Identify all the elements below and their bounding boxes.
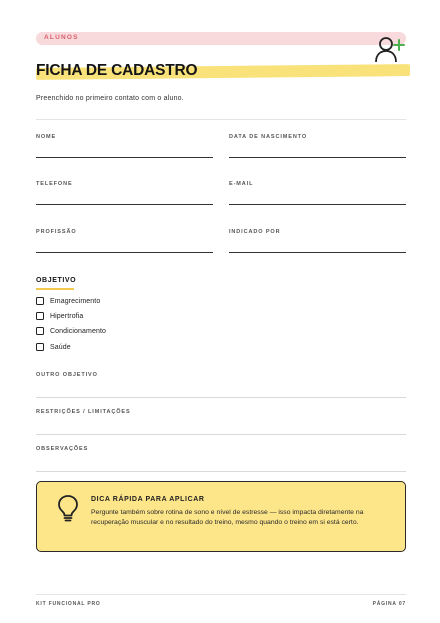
footer-page-number: PÁGINA 07 [372,601,406,607]
add-user-icon [373,34,407,64]
outro-objetivo-input-line[interactable] [36,397,406,398]
field-label-data-nascimento: DATA DE NASCIMENTO [229,134,308,140]
field-label-outro-objetivo: OUTRO OBJETIVO [36,372,98,378]
lightbulb-icon [57,494,79,522]
page-title: FICHA DE CADASTRO [36,62,198,79]
field-label-restricoes: RESTRIÇÕES / LIMITAÇÕES [36,409,131,415]
field-label-observacoes: OBSERVAÇÕES [36,446,89,452]
checkbox-icon[interactable] [36,312,44,320]
objetivo-option[interactable] [36,326,106,336]
field-label-email: E-MAIL [229,181,254,187]
objetivo-underline [36,288,74,290]
observacoes-input-line[interactable] [36,471,406,472]
field-label-nome: NOME [36,134,57,140]
data-nascimento-input-line[interactable] [229,157,406,158]
field-label-telefone: TELEFONE [36,181,73,187]
tip-box [36,481,406,552]
objetivo-option[interactable] [36,311,83,321]
field-label-indicado-por: INDICADO POR [229,229,281,235]
restricoes-input-line[interactable] [36,434,406,435]
section-label: ALUNOS [44,34,79,41]
option-label: Saúde [50,343,71,351]
nome-input-line[interactable] [36,157,213,158]
divider [36,119,406,120]
objetivo-heading: OBJETIVO [36,277,77,284]
objetivo-option[interactable] [36,342,71,352]
indicado-por-input-line[interactable] [229,252,406,253]
option-label: Condicionamento [50,327,106,335]
tip-title: DICA RÁPIDA PARA APLICAR [91,496,205,503]
page-subtitle: Preenchido no primeiro contato com o aluno. [36,95,184,102]
checkbox-icon[interactable] [36,297,44,305]
footer-divider [36,594,406,595]
profissao-input-line[interactable] [36,252,213,253]
checkbox-icon[interactable] [36,327,44,335]
email-input-line[interactable] [229,204,406,205]
field-label-profissao: PROFISSÃO [36,229,77,235]
footer-brand: KIT FUNCIONAL PRO [36,601,101,607]
checkbox-icon[interactable] [36,343,44,351]
objetivo-option[interactable] [36,296,100,306]
section-pill [36,32,406,45]
option-label: Emagrecimento [50,297,101,305]
option-label: Hipertrofia [50,312,84,320]
telefone-input-line[interactable] [36,204,213,205]
tip-body: Pergunte também sobre rotina de sono e nível de estresse — isso impacta diretamente na recuperação muscular e no resultado do treino, mesmo quando o treino em si está certo. [91,509,364,526]
